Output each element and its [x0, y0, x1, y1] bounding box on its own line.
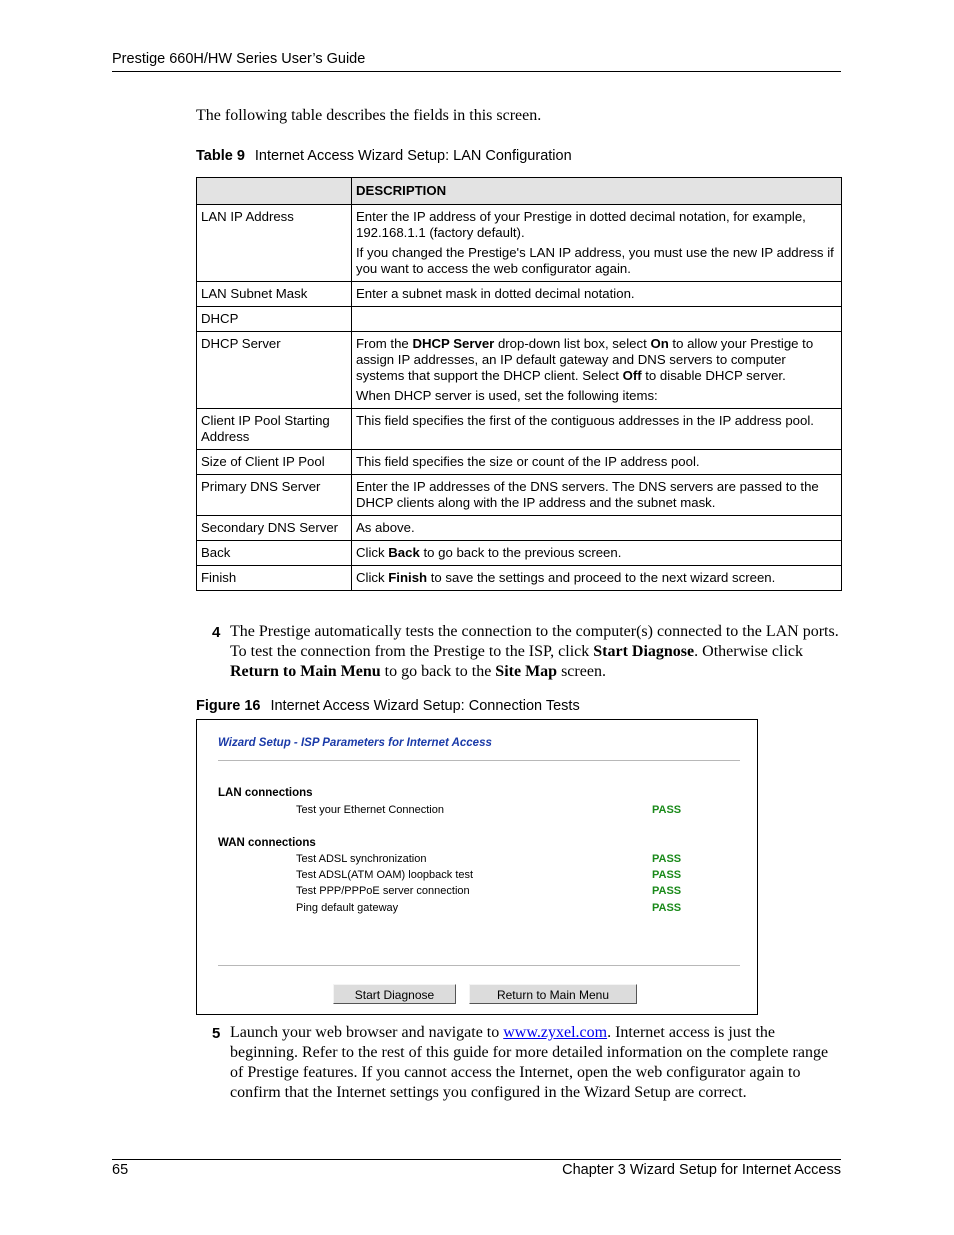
text-run: The Prestige automatically tests the connection to the computer(s) connected to the LAN ports. To test the connection from the Prestige to the ISP, click — [230, 623, 839, 660]
text-run: . Internet access is just the beginning. Refer to the rest of this guide for more detailed information on the complete range of Prestige features. If you cannot access the Internet, open the web configurator again to confirm that the Internet settings you configured in the Wizard Setup are correct. — [230, 1024, 829, 1101]
step-text — [230, 1023, 844, 1103]
text-run: to go back to the — [380, 663, 496, 680]
row-label: Secondary DNS Server — [197, 516, 352, 541]
step-number: 4 — [212, 624, 221, 641]
table-row — [197, 516, 842, 541]
test-status: PASS — [652, 869, 682, 881]
row-description — [352, 307, 842, 332]
figure-caption-text: Internet Access Wizard Setup: Connection Tests — [270, 698, 580, 714]
text-run: . Otherwise click — [694, 643, 803, 660]
text-run: to save the settings and proceed to the next wizard screen. — [427, 570, 776, 585]
row-description — [352, 332, 842, 409]
text-run-bold: Start Diagnose — [593, 643, 695, 660]
table-caption-label: Table 9 — [196, 148, 245, 164]
table-row — [197, 475, 842, 516]
text-run-bold: On — [650, 336, 669, 351]
table-header-description: DESCRIPTION — [352, 178, 842, 205]
wizard-title: Wizard Setup - ISP Parameters for Internet Access — [218, 737, 492, 749]
test-label: Test ADSL(ATM OAM) loopback test — [296, 869, 474, 881]
text-run: to allow your Prestige to assign IP addresses, an IP default gateway and DNS servers to computer systems that support the DHCP client. Select — [356, 336, 814, 383]
row-description — [352, 541, 842, 566]
description-paragraph: Enter the IP address of your Prestige in dotted decimal notation, for example, 192.168.1.1 (factory default). — [356, 209, 806, 240]
header-rule — [112, 71, 841, 72]
test-label: Test PPP/PPPoE server connection — [296, 885, 470, 897]
description-paragraph: If you changed the Prestige's LAN IP address, you must use the new IP address if you want to access the web configurator again. — [356, 245, 834, 276]
description-paragraph — [356, 336, 837, 384]
table-row — [197, 332, 842, 409]
row-label: Size of Client IP Pool — [197, 450, 352, 475]
divider — [218, 760, 740, 761]
table-row — [197, 282, 842, 307]
footer-rule — [112, 1159, 841, 1160]
row-label: Back — [197, 541, 352, 566]
table-caption — [196, 148, 572, 164]
row-description — [352, 205, 842, 282]
step-text — [230, 622, 844, 682]
description-paragraph: When DHCP server is used, set the following items: — [356, 388, 658, 403]
table-header-row — [197, 178, 842, 205]
table-caption-text: Internet Access Wizard Setup: LAN Configuration — [254, 148, 572, 164]
row-description: Enter the IP addresses of the DNS servers. The DNS servers are passed to the DHCP clients along with the IP address and the subnet mask. — [352, 475, 842, 516]
text-run-bold: Site Map — [495, 663, 558, 680]
row-label: LAN IP Address — [197, 205, 352, 282]
table-row — [197, 409, 842, 450]
table-row — [197, 307, 842, 332]
figure-caption-label: Figure 16 — [196, 698, 261, 714]
table-row — [197, 450, 842, 475]
test-status: PASS — [652, 902, 682, 914]
connection-tests-screenshot — [196, 719, 758, 1015]
return-to-main-menu-button[interactable]: Return to Main Menu — [469, 984, 637, 1004]
test-label: Ping default gateway — [296, 902, 399, 914]
table-header-label — [197, 178, 352, 205]
row-label: Primary DNS Server — [197, 475, 352, 516]
row-label: LAN Subnet Mask — [197, 282, 352, 307]
chapter-title: Chapter 3 Wizard Setup for Internet Access — [562, 1162, 841, 1178]
text-run: Click — [356, 545, 389, 560]
row-description: This field specifies the size or count of the IP address pool. — [352, 450, 842, 475]
table-row — [197, 541, 842, 566]
divider — [218, 965, 740, 966]
text-run: drop-down list box, select — [494, 336, 651, 351]
table-row — [197, 566, 842, 591]
row-label: Client IP Pool Starting Address — [197, 409, 352, 450]
text-run-bold: DHCP Server — [412, 336, 495, 351]
text-run: Launch your web browser and navigate to — [230, 1024, 504, 1041]
row-description: As above. — [352, 516, 842, 541]
intro-text: The following table describes the fields in this screen. — [196, 107, 542, 124]
table-row — [197, 205, 842, 282]
step-number: 5 — [212, 1025, 221, 1042]
start-diagnose-button[interactable]: Start Diagnose — [333, 984, 456, 1004]
test-status: PASS — [652, 853, 682, 865]
wan-heading: WAN connections — [218, 837, 316, 849]
text-run: From the — [356, 336, 413, 351]
test-status: PASS — [652, 885, 682, 897]
text-run-bold: Return to Main Menu — [230, 663, 381, 680]
zyxel-link[interactable]: www.zyxel.com — [503, 1024, 608, 1041]
row-label: Finish — [197, 566, 352, 591]
row-label: DHCP — [197, 307, 352, 332]
page-number: 65 — [112, 1162, 129, 1178]
row-label: DHCP Server — [197, 332, 352, 409]
text-run: screen. — [557, 663, 606, 680]
text-run: to go back to the previous screen. — [419, 545, 622, 560]
row-description: This field specifies the first of the contiguous addresses in the IP address pool. — [352, 409, 842, 450]
figure-caption — [196, 698, 580, 714]
running-header: Prestige 660H/HW Series User’s Guide — [112, 51, 366, 67]
lan-config-table — [196, 177, 842, 591]
row-description: Enter a subnet mask in dotted decimal notation. — [352, 282, 842, 307]
row-description — [352, 566, 842, 591]
text-run-bold: Off — [622, 368, 642, 383]
text-run: to disable DHCP server. — [641, 368, 786, 383]
text-run: Click — [356, 570, 389, 585]
text-run-bold: Finish — [388, 570, 428, 585]
lan-heading: LAN connections — [218, 787, 313, 799]
test-label: Test your Ethernet Connection — [296, 804, 444, 816]
test-label: Test ADSL synchronization — [296, 853, 427, 865]
test-status: PASS — [652, 804, 682, 816]
text-run-bold: Back — [388, 545, 420, 560]
